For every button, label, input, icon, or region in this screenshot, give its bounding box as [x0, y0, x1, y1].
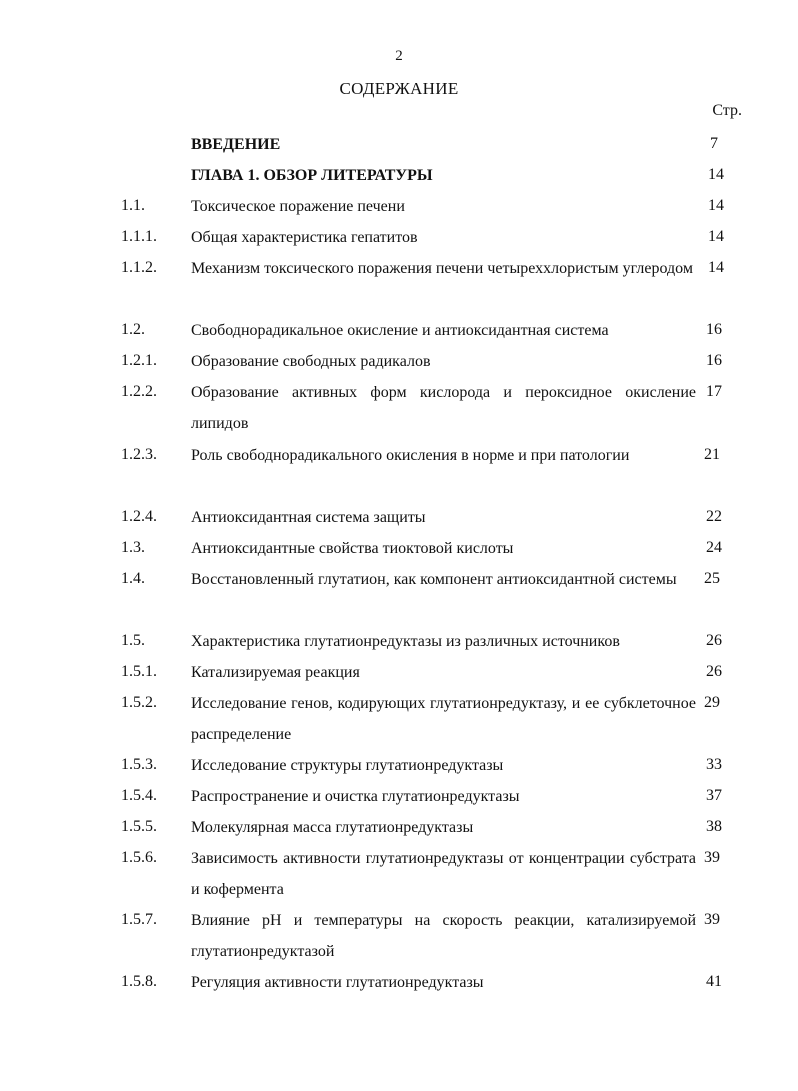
toc-entry-number: 1.3.: [121, 539, 145, 556]
toc-entry-title: Антиоксидантные свойства тиоктовой кислоты: [191, 540, 514, 557]
toc-entry-number: 1.4.: [121, 570, 145, 587]
toc-entry-page: 22: [706, 508, 722, 525]
toc-entry-title: Исследование генов, кодирующих глутатионредуктазу, и ее субклеточное распределение: [191, 695, 696, 743]
toc-entry-page: 7: [710, 135, 718, 152]
toc-entry-page: 26: [706, 663, 722, 680]
toc-entry-number: 1.5.8.: [121, 973, 157, 990]
toc-entry-title: Образование активных форм кислорода и пероксидное окисление липидов: [191, 384, 696, 432]
toc-entry-page: 26: [706, 632, 722, 649]
toc-entry-number: 1.5.6.: [121, 849, 157, 866]
toc-entry-number: 1.2.: [121, 321, 145, 338]
toc-entry-title: Молекулярная масса глутатионредуктазы: [191, 819, 474, 836]
toc-entry-page: 38: [706, 818, 722, 835]
toc-entry-page: 14: [708, 259, 724, 276]
toc-entry-number: 1.5.4.: [121, 787, 157, 804]
toc-entry-title: Характеристика глутатионредуктазы из различных источников: [191, 633, 620, 650]
toc-entry-page: 39: [704, 849, 720, 866]
toc-entry-title: Образование свободных радикалов: [191, 353, 431, 370]
toc-entry-number: 1.5.: [121, 632, 145, 649]
document-title: СОДЕРЖАНИЕ: [339, 79, 459, 98]
toc-entry-number: 1.5.3.: [121, 756, 157, 773]
toc-entry-page: 37: [706, 787, 722, 804]
toc-entry-number: 1.5.2.: [121, 694, 157, 711]
toc-entry-number: 1.5.1.: [121, 663, 157, 680]
toc-entry-page: 17: [706, 383, 722, 400]
page-number: 2: [395, 48, 403, 64]
toc-entry-page: 41: [706, 973, 722, 990]
toc-entry-title: Общая характеристика гепатитов: [191, 229, 418, 246]
toc-entry-page: 29: [704, 694, 720, 711]
toc-entry-number: 1.2.2.: [121, 383, 157, 400]
toc-entry-title: Катализируемая реакция: [191, 664, 360, 681]
toc-entry-title: Антиоксидантная система защиты: [191, 509, 426, 526]
toc-entry-page: 14: [708, 166, 724, 183]
toc-entry-page: 21: [704, 446, 720, 463]
toc-entry-title: Механизм токсического поражения печени четыреххлористым углеродом: [191, 260, 693, 277]
toc-entry-number: 1.1.1.: [121, 228, 157, 245]
toc-entry-number: 1.2.3.: [121, 446, 157, 463]
toc-entry-number: 1.2.4.: [121, 508, 157, 525]
toc-entry-page: 14: [708, 197, 724, 214]
toc-entry-number: 1.1.2.: [121, 259, 157, 276]
toc-entry-page: 25: [704, 570, 720, 587]
toc-entry-number: 1.5.5.: [121, 818, 157, 835]
toc-entry-page: 39: [704, 911, 720, 928]
toc-entry-number: 1.1.: [121, 197, 145, 214]
toc-entry-title: Свободнорадикальное окисление и антиоксидантная система: [191, 322, 609, 339]
toc-entry-title: Токсическое поражение печени: [191, 198, 405, 215]
toc-entry-title: Зависимость активности глутатионредуктазы от концентрации субстрата и кофермента: [191, 850, 696, 898]
toc-entry-title: Регуляция активности глутатионредуктазы: [191, 974, 484, 991]
toc-entry-page: 33: [706, 756, 722, 773]
toc-entry-title: ВВЕДЕНИЕ: [191, 136, 281, 153]
toc-entry-title: Влияние pH и температуры на скорость реакции, катализируемой глутатионредуктазой: [191, 912, 696, 960]
toc-entry-title: ГЛАВА 1. ОБЗОР ЛИТЕРАТУРЫ: [191, 167, 433, 184]
toc-entry-title: Исследование структуры глутатионредуктазы: [191, 757, 504, 774]
toc-entry-title: Распространение и очистка глутатионредуктазы: [191, 788, 520, 805]
toc-entry-page: 24: [706, 539, 722, 556]
toc-entry-page: 16: [706, 352, 722, 369]
page-column-label: Стр.: [712, 102, 742, 119]
toc-entry-title: Восстановленный глутатион, как компонент антиоксидантной системы: [191, 571, 677, 588]
toc-entry-page: 16: [706, 321, 722, 338]
toc-entry-title: Роль свободнорадикального окисления в норме и при патологии: [191, 447, 630, 464]
toc-entry-page: 14: [708, 228, 724, 245]
toc-entry-number: 1.2.1.: [121, 352, 157, 369]
toc-entry-number: 1.5.7.: [121, 911, 157, 928]
